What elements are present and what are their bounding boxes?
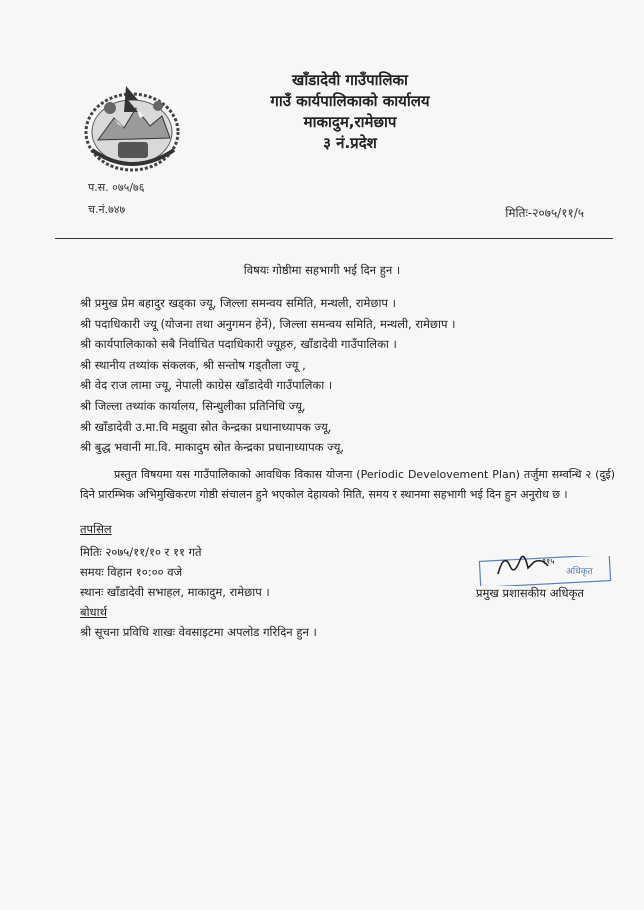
office-name: गाउँ कार्यपालिकाको कार्यालय	[270, 92, 430, 110]
letterhead	[220, 70, 480, 154]
body-paragraph: प्रस्तुत विषयमा यस गाउँपालिकाको आवधिक विकास योजना (Periodic Develovement Plan) तर्जुमा सम्वन्धि २ (दुई) दिने प्रारम्भिक अभिमुखिकरण गोष्ठी संचालन हुने भएकोल देहायको मिति, समय र स्थानमा सहभागी भई दिन हुन अनुरोध छ ।	[80, 468, 615, 501]
signature-mark	[490, 548, 570, 582]
government-emblem-icon	[78, 78, 186, 178]
recipient-item: श्री पदाधिकारी ज्यू (योजना तथा अनुगमन हेर्ने), जिल्ला समन्वय समिति, मन्थली, रामेछाप ।	[80, 316, 456, 331]
event-time: समयः विहान १०:०० वजे	[80, 565, 183, 579]
recipient-item: श्री बुद्ध भवानी मा.वि. माकादुम स्रोत केन्द्रका प्रधानाध्यापक ज्यू,	[80, 440, 345, 455]
recipient-item: श्री जिल्ला तथ्यांक कार्यालय, सिन्धुलीका प्रतिनिधि ज्यू,	[80, 398, 306, 413]
recipient-item: श्री स्थानीय तथ्यांक संकलक, श्री सन्तोष गड्तौला ज्यू ,	[80, 357, 306, 372]
recipient-item: श्री प्रमुख प्रेम बहादुर खड्का ज्यू, जिल्ला समन्वय समिति, मन्थली, रामेछाप ।	[80, 296, 396, 310]
recipient-item: श्री कार्यपालिकाको सबै निर्वाचित पदाधिकारी ज्यूहरु, खाँडादेवी गाउँपालिका ।	[80, 337, 397, 352]
municipality-name: खाँडादेवी गाउँपालिका	[292, 71, 408, 89]
province-name: ३ नं.प्रदेश	[323, 134, 377, 152]
dispatch-number: च.नं.७४७	[88, 203, 126, 216]
letter-number: प.स. ०७५/७६	[88, 181, 145, 194]
event-date: मितिः २०७५/११/१० र ११ गते	[80, 545, 202, 559]
recipient-list	[80, 293, 456, 458]
event-venue: स्थानः खाँडादेवी सभाहल, माकादुम, रामेछाप ।	[80, 585, 270, 599]
letter-date: मितिः-२०७५/११/५	[505, 206, 584, 220]
details-list	[80, 542, 270, 602]
cc-heading: बोधार्थ	[80, 605, 107, 619]
recipient-item: श्री वेद राज लामा ज्यू, नेपाली काग्रेस खाँडादेवी गाउँपालिका ।	[80, 378, 333, 393]
subject-line: विषयः गोष्ठीमा सहभागी भई दिन हुन ।	[243, 263, 401, 277]
details-heading: तपसिल	[80, 522, 112, 536]
cc-line: श्री सूचना प्रविधि शाखः वेवसाइटमा अपलोड गरिदिन हुन ।	[80, 625, 317, 639]
office-address: माकादुम,रामेछाप	[303, 113, 397, 131]
header-divider	[55, 238, 613, 239]
signatory-title: प्रमुख प्रशासकीय अधिकृत	[476, 586, 584, 600]
recipient-item: श्री खाँडादेवी उ.मा.वि मझुवा स्रोत केन्द्रका प्रधानाध्यापक ज्यू,	[80, 419, 332, 434]
stamp-text: अधिकृत	[566, 567, 593, 577]
signature-date: ११५	[542, 557, 555, 566]
